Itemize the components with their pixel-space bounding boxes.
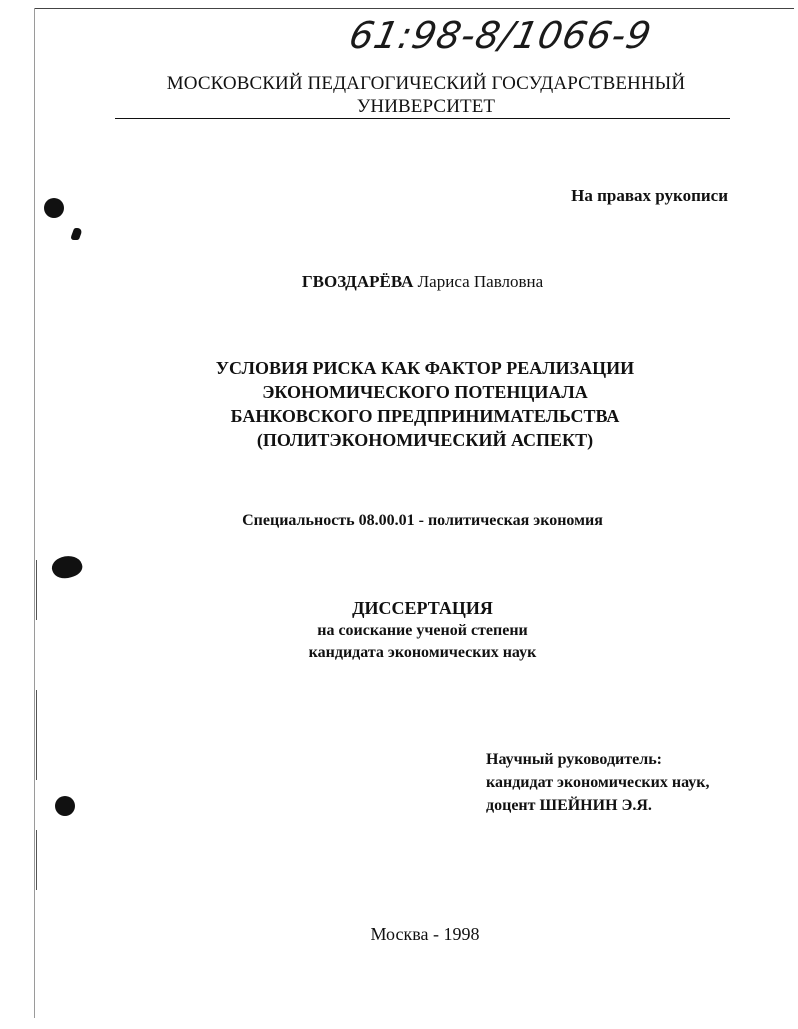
author-given-names: Лариса Павловна bbox=[417, 272, 544, 291]
dissertation-block bbox=[0, 596, 798, 664]
university-name bbox=[120, 72, 732, 118]
specialty: Специальность 08.00.01 - политическая экономия bbox=[242, 512, 603, 529]
ink-mark bbox=[70, 228, 83, 240]
scan-frame-top bbox=[34, 8, 794, 9]
binder-hole bbox=[55, 796, 75, 816]
university-name-line1: МОСКОВСКИЙ ПЕДАГОГИЧЕСКИЙ ГОСУДАРСТВЕННЫЙ bbox=[166, 73, 686, 94]
rights-note: На правах рукописи bbox=[571, 186, 728, 205]
city-year: Москва - 1998 bbox=[370, 924, 480, 944]
author bbox=[0, 272, 798, 292]
title-line: (ПОЛИТЭКОНОМИЧЕСКИЙ АСПЕКТ) bbox=[256, 430, 594, 450]
advisor-degree: кандидат экономических наук, bbox=[486, 774, 710, 791]
university-name-line2: УНИВЕРСИТЕТ bbox=[356, 96, 496, 117]
title-line: ЭКОНОМИЧЕСКОГО ПОТЕНЦИАЛА bbox=[262, 382, 588, 402]
dissertation-heading: ДИССЕРТАЦИЯ bbox=[352, 598, 493, 618]
advisor-name: доцент ШЕЙНИН Э.Я. bbox=[486, 797, 652, 814]
title-line: БАНКОВСКОГО ПРЕДПРИНИМАТЕЛЬСТВА bbox=[230, 406, 620, 426]
header-rule bbox=[115, 118, 730, 119]
title-line: УСЛОВИЯ РИСКА КАК ФАКТОР РЕАЛИЗАЦИИ bbox=[215, 358, 635, 378]
author-surname: ГВОЗДАРЁВА bbox=[301, 272, 414, 291]
binder-hole bbox=[49, 552, 84, 582]
degree-line1: на соискание ученой степени bbox=[317, 622, 528, 639]
scan-edge-mark bbox=[36, 690, 37, 780]
scan-edge-mark bbox=[36, 830, 37, 890]
advisor-label: Научный руководитель: bbox=[486, 751, 662, 768]
degree-line2: кандидата экономических наук bbox=[308, 644, 537, 661]
advisor-block bbox=[486, 748, 709, 817]
binder-hole bbox=[44, 198, 64, 218]
dissertation-title bbox=[140, 356, 710, 452]
archive-number: 61:98-8/1066-9 bbox=[345, 14, 656, 57]
